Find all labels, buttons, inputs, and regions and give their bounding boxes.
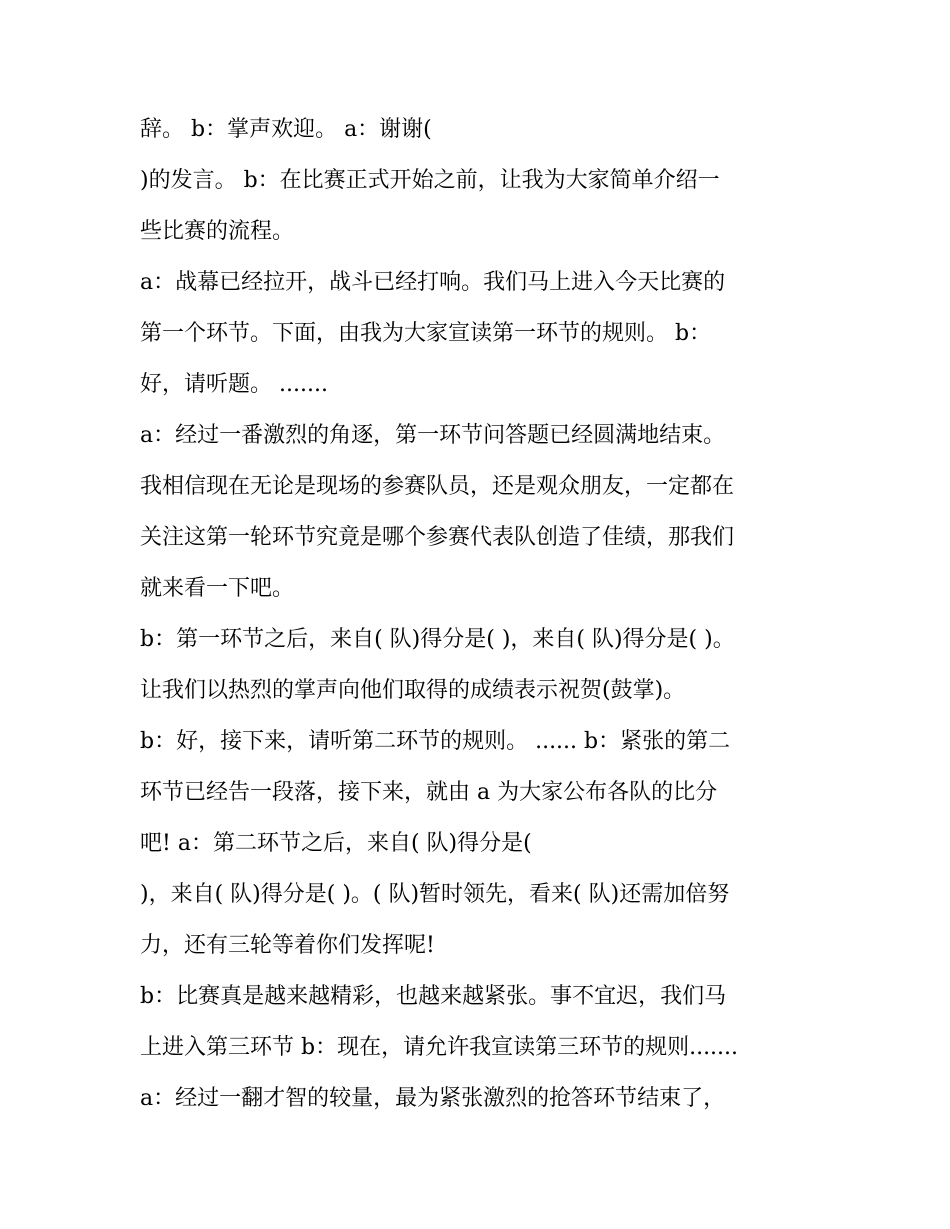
text-line: 我相信现在无论是现场的参赛队员，还是观众朋友，一定都在 [140,474,735,499]
text-line: a：经过一番激烈的角逐，第一环节问答题已经圆满地结束。 [140,423,726,448]
text-line: 上进入第三环节 b：现在，请允许我宣读第三环节的规则....... [140,1035,739,1060]
text-line: a：战幕已经拉开，战斗已经打响。我们马上进入今天比赛的 [140,270,726,295]
text-line: 环节已经告一段落，接下来，就由 a 为大家公布各队的比分 [140,780,718,805]
text-line: )的发言。 b：在比赛正式开始之前，让我为大家简单介绍一 [140,168,720,193]
text-line: 些比赛的流程。 [140,219,295,244]
text-line: b：比赛真是越来越精彩，也越来越紧张。事不宜迟，我们马 [140,984,727,1009]
text-line: 吧! a：第二环节之后，来自( 队)得分是( [140,831,532,856]
text-line: a：经过一翻才智的较量，最为紧张激烈的抢答环节结束了， [140,1086,726,1111]
text-line: 就来看一下吧。 [140,576,295,601]
text-line: 力，还有三轮等着你们发挥呢! [140,933,435,958]
text-line: 让我们以热烈的掌声向他们取得的成绩表示祝贺(鼓掌)。 [140,678,686,703]
text-line: b：好，接下来，请听第二环节的规则。 ...... b：紧张的第二 [140,729,731,754]
text-line: )，来自( 队)得分是( )。( 队)暂时领先，看来( 队)还需加倍努 [140,882,730,907]
text-line: 辞。 b：掌声欢迎。 a：谢谢( [140,117,432,142]
text-line: 好，请听题。 ....... [140,372,328,397]
text-line: 第一个环节。下面，由我为大家宣读第一环节的规则。 b： [140,321,712,346]
text-line: b：第一环节之后，来自( 队)得分是( )，来自( 队)得分是( )。 [140,627,735,652]
text-line: 关注这第一轮环节究竟是哪个参赛代表队创造了佳绩，那我们 [140,525,735,550]
